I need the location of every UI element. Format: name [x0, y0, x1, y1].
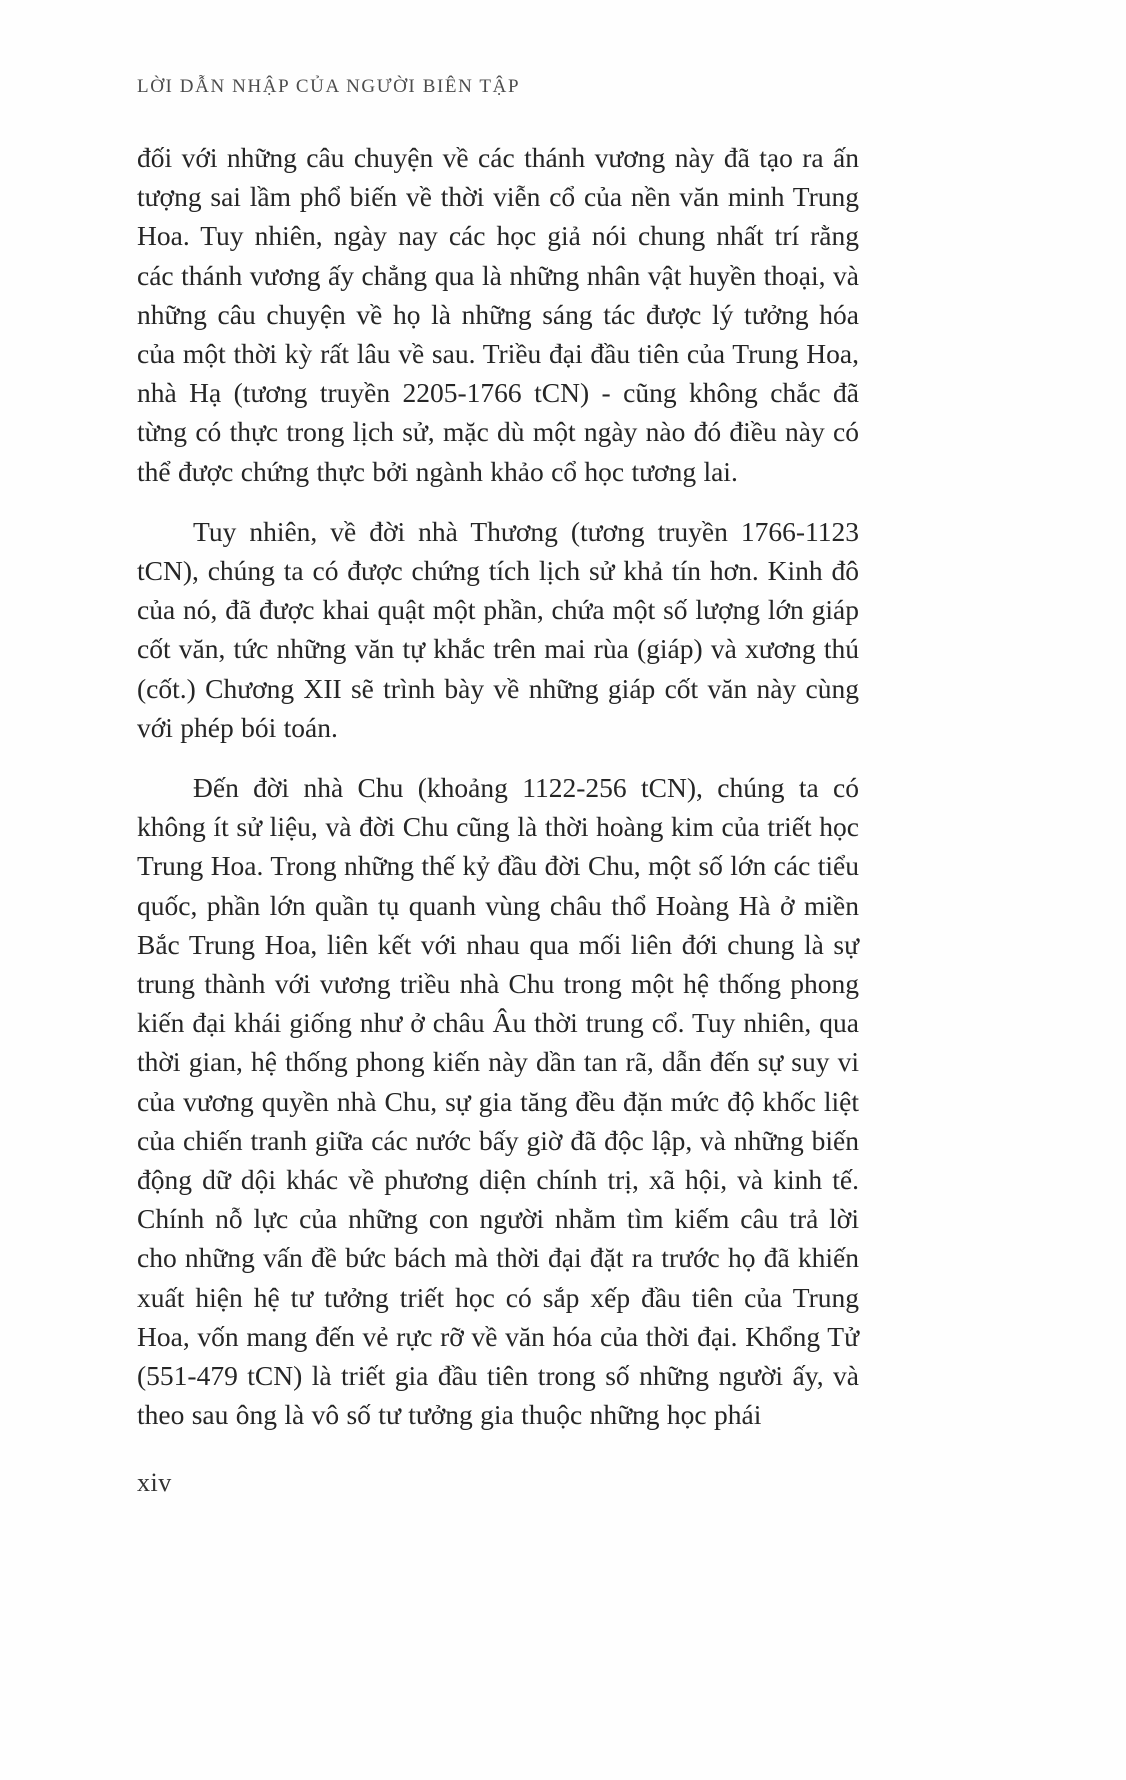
- running-header: LỜI DẪN NHẬP CỦA NGƯỜI BIÊN TẬP: [137, 76, 521, 97]
- page-number: xiv: [137, 1468, 172, 1497]
- body-text: [137, 138, 859, 1435]
- paragraph: Tuy nhiên, về đời nhà Thương (tương truyền 1766-1123 tCN), chúng ta có được chứng tích lịch sử khả tín hơn. Kinh đô của nó, đã được khai quật một phần, chứa một số lượng lớn giáp cốt văn, tức những văn tự khắc trên mai rùa (giáp) và xương thú (cốt.) Chương XII sẽ trình bày về những giáp cốt văn này cùng với phép bói toán.: [137, 515, 859, 743]
- paragraph: Đến đời nhà Chu (khoảng 1122-256 tCN), chúng ta có không ít sử liệu, và đời Chu cũng là thời hoàng kim của triết học Trung Hoa. Trong những thế kỷ đầu đời Chu, một số lớn các tiểu quốc, phần lớn quần tụ quanh vùng châu thổ Hoàng Hà ở miền Bắc Trung Hoa, liên kết với nhau qua mối liên đới chung là sự trung thành với vương triều nhà Chu trong một hệ thống phong kiến đại khái giống như ở châu Âu thời trung cổ. Tuy nhiên, qua thời gian, hệ thống phong kiến này dần tan rã, dẫn đến sự suy vi của vương quyền nhà Chu, sự gia tăng đều đặn mức độ khốc liệt của chiến tranh giữa các nước bấy giờ đã độc lập, và những biến động dữ dội khác về phương diện chính trị, xã hội, và kinh tế. Chính nỗ lực của những con người nhằm tìm kiếm câu trả lời cho những vấn đề bức bách mà thời đại đặt ra trước họ đã khiến xuất hiện hệ tư tưởng triết học có sắp xếp đầu tiên của Trung Hoa, vốn mang đến vẻ rực rỡ về văn hóa của thời đại. Khổng Tử (551-479 tCN) là triết gia đầu tiên trong số những người ấy, và theo sau ông là vô số tư tưởng gia thuộc những học phái: [137, 772, 859, 1431]
- paragraph: đối với những câu chuyện về các thánh vương này đã tạo ra ấn tượng sai lầm phổ biến về thời viễn cổ của nền văn minh Trung Hoa. Tuy nhiên, ngày nay các học giả nói chung nhất trí rằng các thánh vương ấy chẳng qua là những nhân vật huyền thoại, và những câu chuyện về họ là những sáng tác được lý tưởng hóa của một thời kỳ rất lâu về sau. Triều đại đầu tiên của Trung Hoa, nhà Hạ (tương truyền 2205-1766 tCN) - cũng không chắc đã từng có thực trong lịch sử, mặc dù một ngày nào đó điều này có thể được chứng thực bởi ngành khảo cổ học tương lai.: [137, 142, 859, 487]
